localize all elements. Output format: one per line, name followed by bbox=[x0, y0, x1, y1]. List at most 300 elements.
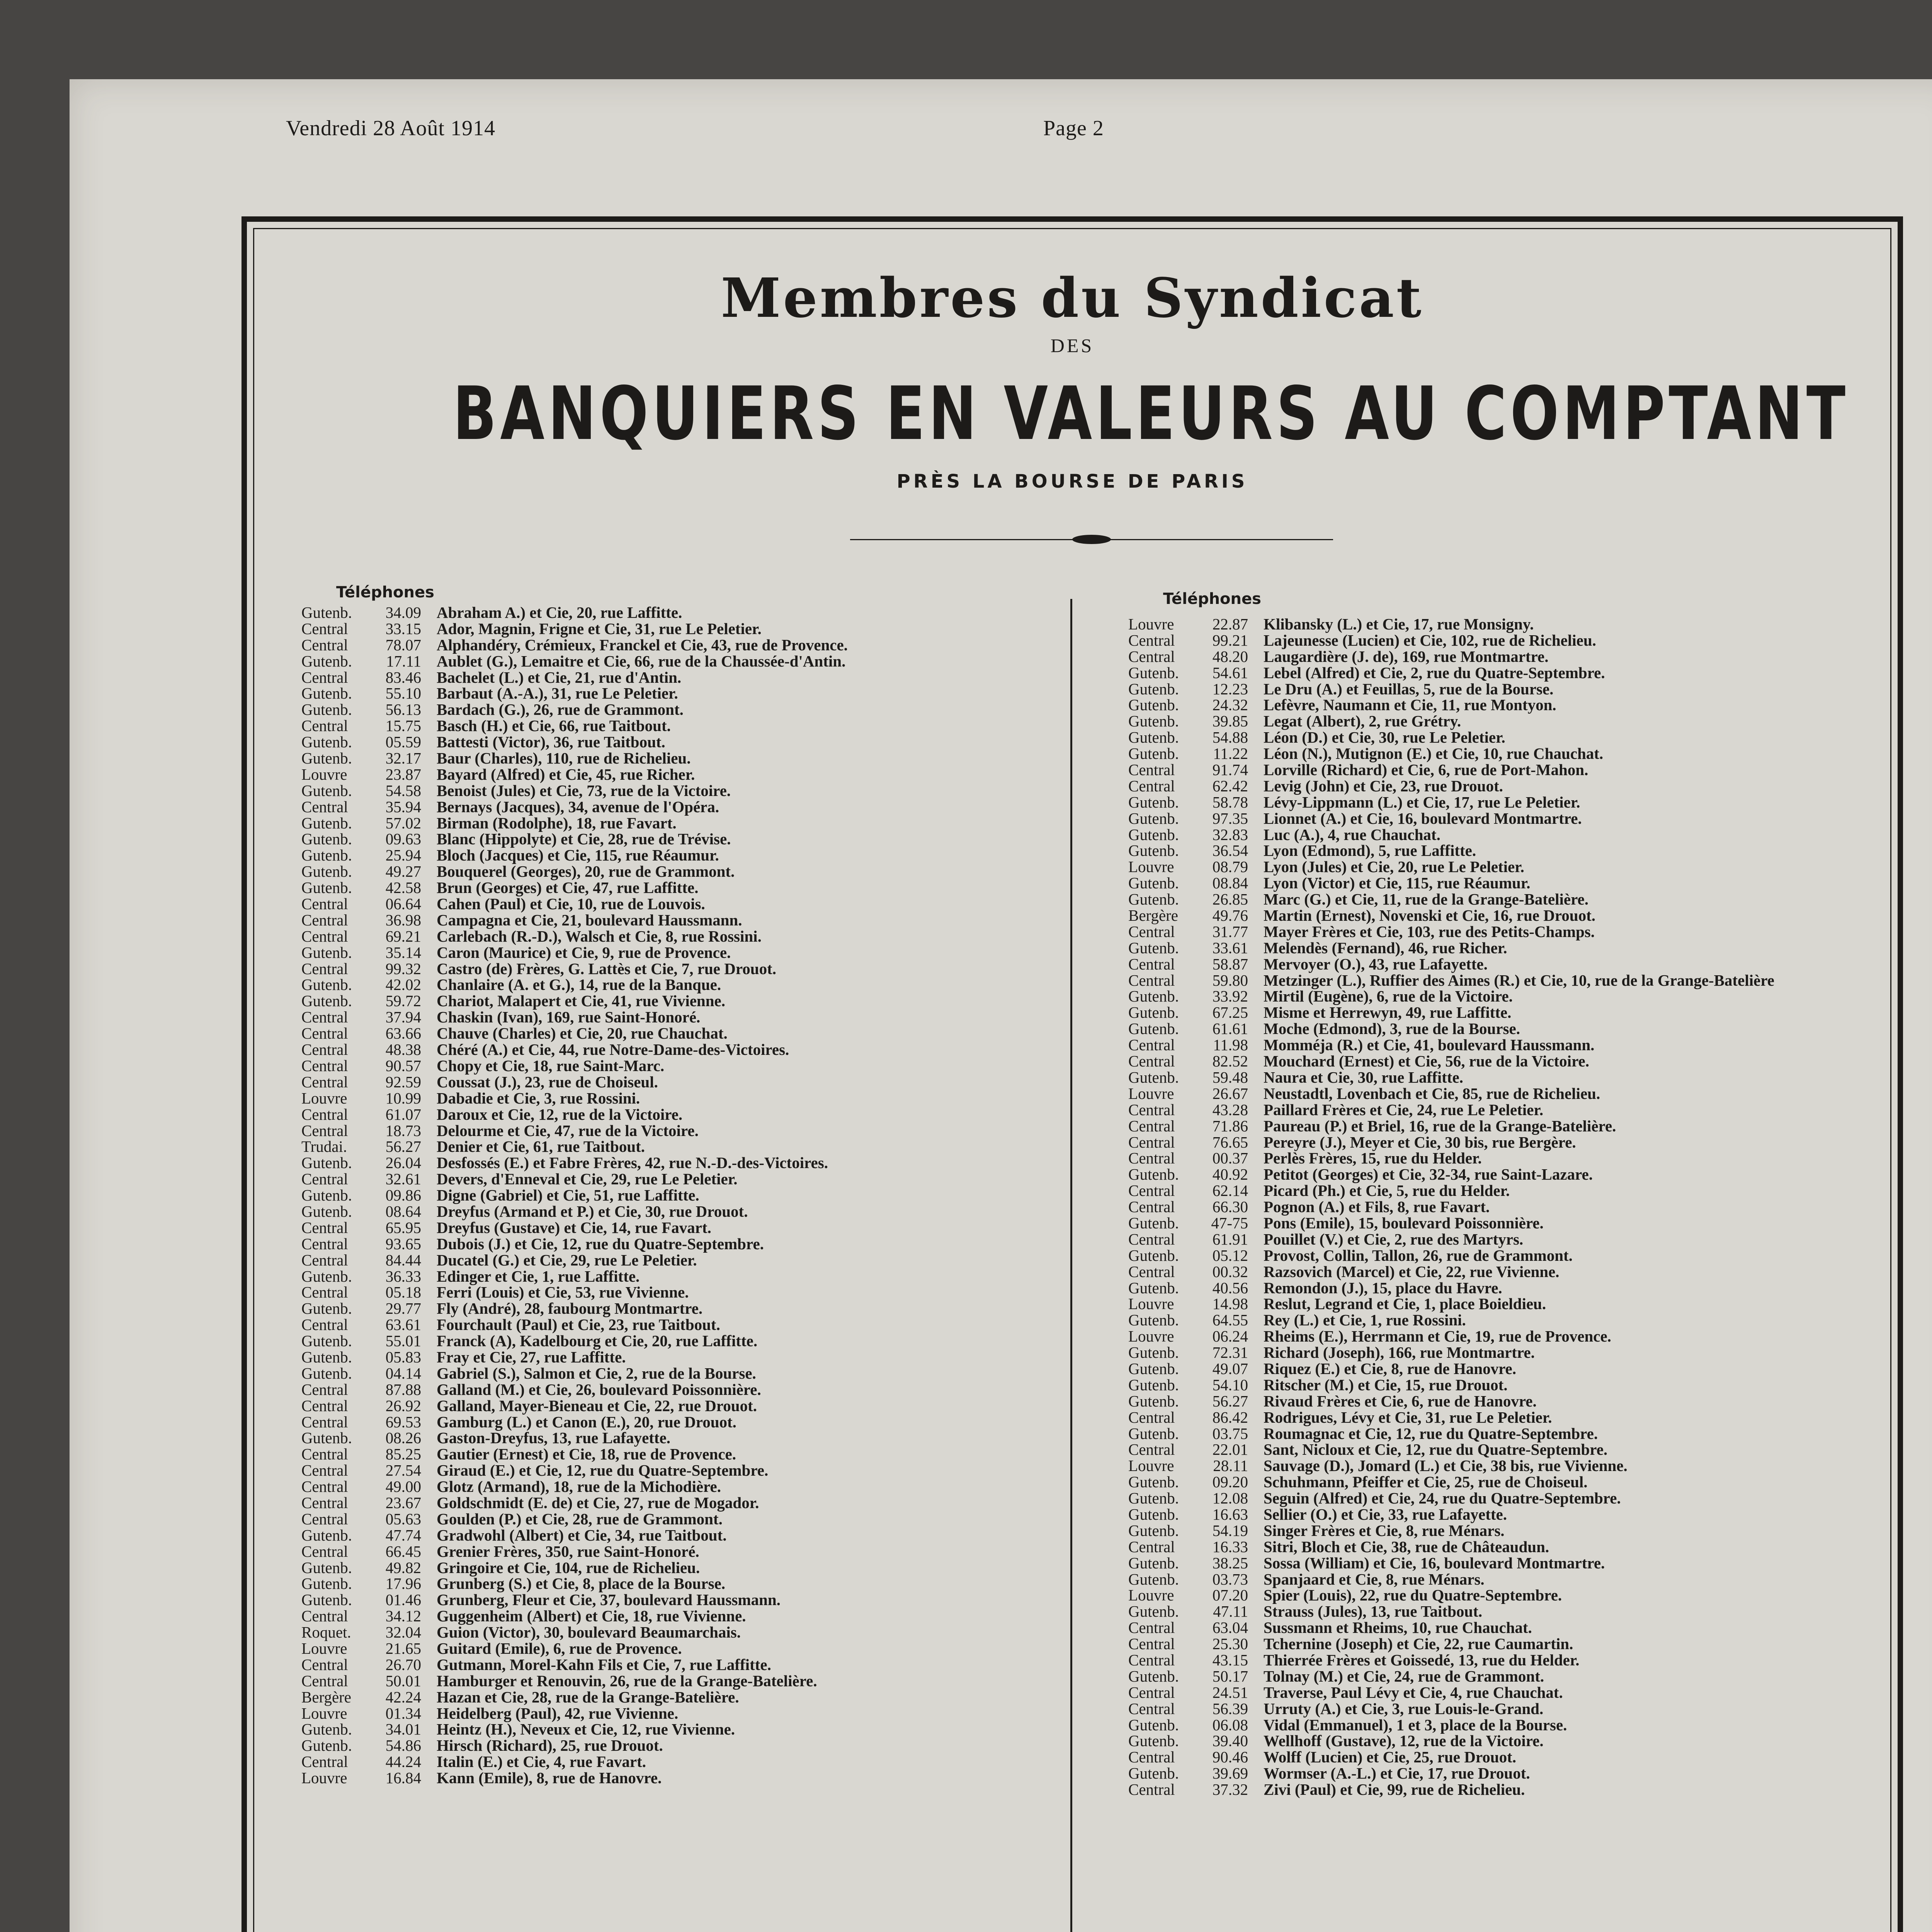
member-name: Carlebach (R.-D.), Walsch et Cie, 8, rue Rossini. bbox=[437, 927, 762, 945]
member-exchange: Central bbox=[1128, 1683, 1175, 1701]
member-phone-number: 34.12 bbox=[385, 1607, 421, 1625]
member-phone-number: 32.61 bbox=[385, 1170, 421, 1188]
member-name: Roumagnac et Cie, 12, rue du Quatre-Septembre. bbox=[1264, 1424, 1598, 1442]
member-name: Sussmann et Rheims, 10, rue Chauchat. bbox=[1264, 1619, 1532, 1637]
member-phone-number: 59.48 bbox=[1212, 1068, 1248, 1086]
member-name: Remondon (J.), 15, place du Havre. bbox=[1264, 1279, 1502, 1297]
member-phone-number: 33.15 bbox=[385, 619, 421, 638]
member-row bbox=[301, 605, 848, 621]
member-row bbox=[1128, 1458, 1774, 1474]
member-name: Aublet (G.), Lemaitre et Cie, 66, rue de la Chaussée-d'Antin. bbox=[437, 652, 846, 670]
member-name: Lyon (Edmond), 5, rue Laffitte. bbox=[1264, 842, 1476, 860]
member-phone-number: 05.12 bbox=[1212, 1246, 1248, 1264]
member-name: Lyon (Jules) et Cie, 20, rue Le Peletier. bbox=[1264, 858, 1524, 876]
member-exchange: Gutenb. bbox=[1128, 1376, 1179, 1394]
member-exchange: Central bbox=[1128, 1651, 1175, 1669]
member-name: Neustadtl, Lovenbach et Cie, 85, rue de Richelieu. bbox=[1264, 1084, 1600, 1102]
member-name: Rheims (E.), Herrmann et Cie, 19, rue de Provence. bbox=[1264, 1327, 1611, 1345]
member-phone-number: 35.94 bbox=[385, 798, 421, 816]
member-row bbox=[301, 1155, 848, 1171]
member-name: Delourme et Cie, 47, rue de la Victoire. bbox=[437, 1121, 699, 1139]
member-name: Gutmann, Morel-Kahn Fils et Cie, 7, rue Laffitte. bbox=[437, 1655, 771, 1673]
member-exchange: Central bbox=[301, 1283, 348, 1301]
member-phone-number: 55.01 bbox=[385, 1332, 421, 1350]
member-exchange: Gutenb. bbox=[1128, 1521, 1179, 1539]
member-phone-number: 32.17 bbox=[385, 749, 421, 767]
member-row bbox=[1128, 778, 1774, 794]
member-exchange: Central bbox=[301, 1607, 348, 1625]
member-name: Perlès Frères, 15, rue du Helder. bbox=[1264, 1149, 1482, 1167]
member-exchange: Central bbox=[1128, 1781, 1175, 1799]
member-name: Bloch (Jacques) et Cie, 115, rue Réaumur. bbox=[437, 846, 719, 864]
member-exchange: Bergère bbox=[301, 1688, 352, 1706]
member-row bbox=[1128, 1490, 1774, 1507]
member-exchange: Gutenb. bbox=[301, 1154, 352, 1172]
member-row bbox=[301, 1754, 848, 1770]
member-exchange: Gutenb. bbox=[1128, 1554, 1179, 1572]
member-row bbox=[301, 1511, 848, 1527]
member-row bbox=[1128, 681, 1774, 697]
member-phone-number: 07.20 bbox=[1212, 1586, 1248, 1604]
member-row bbox=[301, 1576, 848, 1592]
member-row bbox=[1128, 1685, 1774, 1701]
member-name: Denier et Cie, 61, rue Taitbout. bbox=[437, 1138, 645, 1156]
member-name: Ferri (Louis) et Cie, 53, rue Vivienne. bbox=[437, 1283, 689, 1301]
member-row bbox=[1128, 1377, 1774, 1393]
member-exchange: Gutenb. bbox=[1128, 1392, 1179, 1410]
member-phone-number: 63.61 bbox=[385, 1316, 421, 1334]
member-row bbox=[301, 1349, 848, 1366]
member-name: Chauve (Charles) et Cie, 20, rue Chauchat. bbox=[437, 1024, 728, 1043]
member-phone-number: 54.88 bbox=[1212, 728, 1248, 747]
member-row bbox=[301, 1026, 848, 1042]
member-name: Wellhoff (Gustave), 12, rue de la Victoire. bbox=[1264, 1732, 1544, 1750]
member-phone-number: 26.70 bbox=[385, 1655, 421, 1673]
member-row bbox=[301, 1252, 848, 1269]
member-row bbox=[1128, 1620, 1774, 1636]
member-name: Fourchault (Paul) et Cie, 23, rue Taitbout. bbox=[437, 1316, 720, 1334]
member-row bbox=[1128, 1652, 1774, 1668]
member-row bbox=[1128, 891, 1774, 908]
member-phone-number: 11.22 bbox=[1213, 745, 1248, 763]
member-exchange: Central bbox=[301, 1445, 348, 1463]
member-phone-number: 64.55 bbox=[1212, 1311, 1248, 1329]
member-phone-number: 43.15 bbox=[1212, 1651, 1248, 1669]
member-exchange: Gutenb. bbox=[1128, 1424, 1179, 1442]
member-name: Misme et Herrewyn, 49, rue Laffitte. bbox=[1264, 1003, 1512, 1022]
member-name: Hirsch (Richard), 25, rue Drouot. bbox=[437, 1736, 663, 1755]
member-row bbox=[1128, 827, 1774, 843]
member-name: Heidelberg (Paul), 42, rue Vivienne. bbox=[437, 1704, 679, 1722]
member-phone-number: 27.54 bbox=[385, 1461, 421, 1480]
member-row bbox=[1128, 1264, 1774, 1280]
member-row bbox=[301, 1641, 848, 1657]
member-phone-number: 08.26 bbox=[385, 1429, 421, 1447]
member-row bbox=[1128, 730, 1774, 746]
member-exchange: Gutenb. bbox=[1128, 1214, 1179, 1232]
member-exchange: Gutenb. bbox=[1128, 939, 1179, 957]
member-row bbox=[301, 685, 848, 702]
member-exchange: Louvre bbox=[301, 1089, 347, 1107]
member-row bbox=[1128, 908, 1774, 924]
member-phone-number: 78.07 bbox=[385, 636, 421, 654]
member-name: Sitri, Bloch et Cie, 38, rue de Châteaudun. bbox=[1264, 1537, 1549, 1556]
member-name: Gaston-Dreyfus, 13, rue Lafayette. bbox=[437, 1429, 671, 1447]
member-exchange: Gutenb. bbox=[1128, 1311, 1179, 1329]
member-phone-number: 06.64 bbox=[385, 895, 421, 913]
member-name: Vidal (Emmanuel), 1 et 3, place de la Bourse. bbox=[1264, 1716, 1567, 1734]
member-exchange: Gutenb. bbox=[1128, 1344, 1179, 1362]
member-name: Le Dru (A.) et Feuillas, 5, rue de la Bourse. bbox=[1264, 680, 1554, 698]
member-phone-number: 16.63 bbox=[1212, 1505, 1248, 1523]
member-exchange: Central bbox=[1128, 1198, 1175, 1216]
member-phone-number: 61.61 bbox=[1212, 1020, 1248, 1038]
member-phone-number: 44.24 bbox=[385, 1753, 421, 1771]
header-des: DES bbox=[1050, 335, 1094, 356]
member-row bbox=[1128, 988, 1774, 1005]
member-phone-number: 39.40 bbox=[1212, 1732, 1248, 1750]
member-exchange: Gutenb. bbox=[1128, 728, 1179, 747]
member-name: Legat (Albert), 2, rue Grétry. bbox=[1264, 712, 1461, 730]
member-exchange: Gutenb. bbox=[1128, 1732, 1179, 1750]
member-row bbox=[301, 831, 848, 847]
member-row bbox=[301, 1139, 848, 1155]
member-exchange: Central bbox=[301, 1461, 348, 1480]
member-exchange: Gutenb. bbox=[1128, 1489, 1179, 1507]
member-phone-number: 05.63 bbox=[385, 1510, 421, 1528]
member-exchange: Louvre bbox=[1128, 1327, 1174, 1345]
member-phone-number: 58.78 bbox=[1212, 793, 1248, 811]
member-exchange: Gutenb. bbox=[301, 1429, 352, 1447]
member-name: Laugardière (J. de), 169, rue Montmartre. bbox=[1264, 647, 1549, 665]
member-name: Mirtil (Eugène), 6, rue de la Victoire. bbox=[1264, 987, 1513, 1005]
member-name: Lionnet (A.) et Cie, 16, boulevard Montmartre. bbox=[1264, 809, 1582, 827]
member-phone-number: 58.87 bbox=[1212, 955, 1248, 973]
member-name: Desfossés (E.) et Fabre Frères, 42, rue N.-D.-des-Victoires. bbox=[437, 1154, 828, 1172]
member-row bbox=[1128, 1021, 1774, 1037]
member-name: Barbaut (A.-A.), 31, rue Le Peletier. bbox=[437, 684, 678, 702]
member-phone-number: 62.14 bbox=[1212, 1182, 1248, 1200]
member-phone-number: 26.85 bbox=[1212, 890, 1248, 908]
member-exchange: Gutenb. bbox=[1128, 890, 1179, 908]
member-exchange: Central bbox=[301, 1251, 348, 1269]
member-name: Rivaud Frères et Cie, 6, rue de Hanovre. bbox=[1264, 1392, 1537, 1410]
member-phone-number: 08.79 bbox=[1212, 858, 1248, 876]
member-exchange: Central bbox=[301, 959, 348, 978]
member-phone-number: 92.59 bbox=[385, 1073, 421, 1091]
member-exchange: Central bbox=[1128, 1699, 1175, 1718]
member-phone-number: 31.77 bbox=[1212, 922, 1248, 940]
member-phone-number: 03.73 bbox=[1212, 1570, 1248, 1588]
member-phone-number: 97.35 bbox=[1212, 809, 1248, 827]
member-exchange: Louvre bbox=[1128, 1586, 1174, 1604]
member-phone-number: 26.04 bbox=[385, 1154, 421, 1172]
member-exchange: Gutenb. bbox=[1128, 842, 1179, 860]
member-exchange: Louvre bbox=[1128, 1457, 1174, 1475]
member-name: Melendès (Fernand), 46, rue Richer. bbox=[1264, 939, 1507, 957]
member-name: Sauvage (D.), Jomard (L.) et Cie, 38 bis, rue Vivienne. bbox=[1264, 1457, 1628, 1475]
member-exchange: Central bbox=[301, 1510, 348, 1528]
member-phone-number: 39.85 bbox=[1212, 712, 1248, 730]
member-exchange: Central bbox=[301, 1008, 348, 1026]
member-row bbox=[1128, 973, 1774, 989]
member-exchange: Central bbox=[301, 1121, 348, 1139]
member-name: Dabadie et Cie, 3, rue Rossini. bbox=[437, 1089, 640, 1107]
member-exchange: Gutenb. bbox=[301, 830, 352, 848]
member-name: Dubois (J.) et Cie, 12, rue du Quatre-Septembre. bbox=[437, 1235, 764, 1253]
member-row bbox=[1128, 1668, 1774, 1685]
member-phone-number: 99.21 bbox=[1212, 631, 1248, 649]
member-name: Marc (G.) et Cie, 11, rue de la Grange-Batelière. bbox=[1264, 890, 1589, 908]
member-name: Sant, Nicloux et Cie, 12, rue du Quatre-Septembre. bbox=[1264, 1440, 1608, 1459]
member-row bbox=[301, 1706, 848, 1722]
member-row bbox=[301, 718, 848, 734]
member-exchange: Gutenb. bbox=[301, 1267, 352, 1285]
member-exchange: Gutenb. bbox=[301, 1364, 352, 1382]
member-exchange: Gutenb. bbox=[301, 1591, 352, 1609]
telephones-label-left: Téléphones bbox=[336, 583, 434, 601]
member-row bbox=[1128, 1474, 1774, 1490]
member-exchange: Central bbox=[1128, 1440, 1175, 1459]
member-name: Klibansky (L.) et Cie, 17, rue Monsigny. bbox=[1264, 615, 1534, 633]
member-phone-number: 25.94 bbox=[385, 846, 421, 864]
member-row bbox=[1128, 1118, 1774, 1134]
member-phone-number: 54.19 bbox=[1212, 1521, 1248, 1539]
member-phone-number: 86.42 bbox=[1212, 1408, 1248, 1426]
member-row bbox=[301, 929, 848, 945]
member-row bbox=[301, 896, 848, 912]
member-row bbox=[1128, 1345, 1774, 1361]
member-row bbox=[1128, 1086, 1774, 1102]
member-row bbox=[301, 1107, 848, 1123]
member-name: Brun (Georges) et Cie, 47, rue Laffitte. bbox=[437, 879, 699, 897]
member-exchange: Gutenb. bbox=[301, 846, 352, 864]
member-row bbox=[1128, 1183, 1774, 1199]
member-name: Lorville (Richard) et Cie, 6, rue de Port-Mahon. bbox=[1264, 761, 1588, 779]
member-row bbox=[1128, 633, 1774, 649]
member-row bbox=[1128, 1765, 1774, 1782]
member-exchange: Louvre bbox=[1128, 858, 1174, 876]
member-exchange: Louvre bbox=[301, 1639, 347, 1657]
member-phone-number: 12.23 bbox=[1212, 680, 1248, 698]
member-row bbox=[301, 1236, 848, 1252]
member-row bbox=[1128, 1328, 1774, 1345]
member-exchange: Gutenb. bbox=[301, 943, 352, 961]
member-row bbox=[1128, 940, 1774, 956]
member-row bbox=[1128, 1248, 1774, 1264]
member-row bbox=[1128, 1134, 1774, 1151]
member-exchange: Central bbox=[1128, 1748, 1175, 1766]
member-phone-number: 63.04 bbox=[1212, 1619, 1248, 1637]
member-name: Pons (Emile), 15, boulevard Poissonnière. bbox=[1264, 1214, 1544, 1232]
member-phone-number: 33.61 bbox=[1212, 939, 1248, 957]
member-name: Grunberg, Fleur et Cie, 37, boulevard Haussmann. bbox=[437, 1591, 781, 1609]
member-row bbox=[301, 1284, 848, 1301]
member-name: Gradwohl (Albert) et Cie, 34, rue Taitbout. bbox=[437, 1526, 727, 1544]
member-name: Caron (Maurice) et Cie, 9, rue de Provence. bbox=[437, 943, 731, 961]
member-name: Alphandéry, Crémieux, Franckel et Cie, 43, rue de Provence. bbox=[437, 636, 848, 654]
member-phone-number: 32.83 bbox=[1212, 825, 1248, 844]
member-row bbox=[301, 1689, 848, 1706]
member-exchange: Central bbox=[1128, 1262, 1175, 1281]
member-name: Razsovich (Marcel) et Cie, 22, rue Vivienne. bbox=[1264, 1262, 1560, 1281]
member-phone-number: 00.32 bbox=[1212, 1262, 1248, 1281]
member-row bbox=[301, 880, 848, 896]
member-name: Paillard Frères et Cie, 24, rue Le Peletier. bbox=[1264, 1100, 1544, 1119]
member-name: Gautier (Ernest) et Cie, 18, rue de Provence. bbox=[437, 1445, 736, 1463]
member-phone-number: 01.34 bbox=[385, 1704, 421, 1722]
member-exchange: Central bbox=[1128, 761, 1175, 779]
member-exchange: Gutenb. bbox=[301, 1348, 352, 1366]
member-name: Devers, d'Enneval et Cie, 29, rue Le Peletier. bbox=[437, 1170, 738, 1188]
member-name: Reslut, Legrand et Cie, 1, place Boieldieu. bbox=[1264, 1295, 1546, 1313]
member-exchange: Central bbox=[301, 1542, 348, 1560]
member-phone-number: 67.25 bbox=[1212, 1003, 1248, 1022]
member-phone-number: 42.58 bbox=[385, 879, 421, 897]
member-exchange: Gutenb. bbox=[1128, 1716, 1179, 1734]
member-exchange: Gutenb. bbox=[1128, 1570, 1179, 1588]
member-exchange: Central bbox=[301, 619, 348, 638]
member-exchange: Central bbox=[301, 1493, 348, 1512]
member-name: Pereyre (J.), Meyer et Cie, 30 bis, rue Bergère. bbox=[1264, 1133, 1576, 1151]
member-exchange: Gutenb. bbox=[301, 684, 352, 702]
member-phone-number: 36.33 bbox=[385, 1267, 421, 1285]
member-row bbox=[1128, 1037, 1774, 1053]
member-exchange: Gutenb. bbox=[301, 749, 352, 767]
member-name: Mervoyer (O.), 43, rue Lafayette. bbox=[1264, 955, 1488, 973]
member-row bbox=[301, 1495, 848, 1511]
member-phone-number: 91.74 bbox=[1212, 761, 1248, 779]
member-exchange: Central bbox=[301, 717, 348, 735]
member-row bbox=[301, 1123, 848, 1139]
member-exchange: Gutenb. bbox=[301, 879, 352, 897]
member-row bbox=[1128, 1167, 1774, 1183]
member-row bbox=[301, 1269, 848, 1285]
member-row bbox=[1128, 1587, 1774, 1604]
member-phone-number: 49.76 bbox=[1212, 906, 1248, 925]
member-phone-number: 26.67 bbox=[1212, 1084, 1248, 1102]
member-row bbox=[1128, 859, 1774, 875]
header-pres: PRÈS LA BOURSE DE PARIS bbox=[896, 471, 1248, 492]
member-row bbox=[301, 734, 848, 750]
member-row bbox=[1128, 1604, 1774, 1620]
member-phone-number: 50.17 bbox=[1212, 1667, 1248, 1685]
member-name: Campagna et Cie, 21, boulevard Haussmann. bbox=[437, 911, 742, 929]
member-row bbox=[301, 1366, 848, 1382]
member-exchange: Louvre bbox=[301, 1769, 347, 1787]
member-phone-number: 33.92 bbox=[1212, 987, 1248, 1005]
member-exchange: Gutenb. bbox=[301, 1186, 352, 1204]
members-left-column bbox=[301, 605, 848, 1786]
member-name: Chanlaire (A. et G.), 14, rue de la Banque. bbox=[437, 976, 721, 994]
member-row bbox=[1128, 713, 1774, 730]
member-name: Tchernine (Joseph) et Cie, 22, rue Caumartin. bbox=[1264, 1635, 1573, 1653]
member-phone-number: 76.65 bbox=[1212, 1133, 1248, 1151]
member-row bbox=[1128, 1426, 1774, 1442]
member-exchange: Trudai. bbox=[301, 1138, 347, 1156]
member-phone-number: 48.38 bbox=[385, 1041, 421, 1059]
member-name: Gringoire et Cie, 104, rue de Richelieu. bbox=[437, 1558, 700, 1577]
member-phone-number: 05.83 bbox=[385, 1348, 421, 1366]
member-row bbox=[301, 1738, 848, 1754]
member-phone-number: 56.27 bbox=[385, 1138, 421, 1156]
member-row bbox=[301, 1560, 848, 1576]
header-membres: Membres du Syndicat bbox=[721, 267, 1424, 330]
member-phone-number: 24.32 bbox=[1212, 696, 1248, 714]
member-row bbox=[301, 1090, 848, 1107]
member-name: Richard (Joseph), 166, rue Montmartre. bbox=[1264, 1344, 1535, 1362]
member-phone-number: 47.74 bbox=[385, 1526, 421, 1544]
member-phone-number: 17.96 bbox=[385, 1575, 421, 1593]
member-phone-number: 49.07 bbox=[1212, 1359, 1248, 1378]
member-name: Hazan et Cie, 28, rue de la Grange-Batelière. bbox=[437, 1688, 739, 1706]
member-name: Galland (M.) et Cie, 26, boulevard Poissonnière. bbox=[437, 1380, 761, 1398]
member-row bbox=[1128, 649, 1774, 665]
member-phone-number: 50.01 bbox=[385, 1672, 421, 1690]
member-row bbox=[1128, 1749, 1774, 1765]
member-row bbox=[301, 799, 848, 815]
member-row bbox=[1128, 1231, 1774, 1248]
telephones-label-right: Téléphones bbox=[1163, 590, 1261, 608]
member-phone-number: 22.87 bbox=[1212, 615, 1248, 633]
member-phone-number: 54.61 bbox=[1212, 663, 1248, 682]
member-name: Edinger et Cie, 1, rue Laffitte. bbox=[437, 1267, 640, 1285]
member-exchange: Gutenb. bbox=[301, 976, 352, 994]
member-row bbox=[301, 993, 848, 1009]
member-phone-number: 22.01 bbox=[1212, 1440, 1248, 1459]
member-row bbox=[301, 1463, 848, 1479]
member-name: Léon (N.), Mutignon (E.) et Cie, 10, rue Chauchat. bbox=[1264, 745, 1604, 763]
member-exchange: Central bbox=[301, 1655, 348, 1673]
member-name: Bernays (Jacques), 34, avenue de l'Opéra. bbox=[437, 798, 719, 816]
member-name: Lévy-Lippmann (L.) et Cie, 17, rue Le Peletier. bbox=[1264, 793, 1580, 811]
member-exchange: Central bbox=[1128, 647, 1175, 665]
member-phone-number: 59.80 bbox=[1212, 971, 1248, 989]
member-phone-number: 59.72 bbox=[385, 992, 421, 1010]
member-phone-number: 54.86 bbox=[385, 1736, 421, 1755]
member-phone-number: 90.57 bbox=[385, 1056, 421, 1075]
member-row bbox=[301, 1301, 848, 1317]
member-exchange: Gutenb. bbox=[1128, 696, 1179, 714]
member-name: Lebel (Alfred) et Cie, 2, rue du Quatre-Septembre. bbox=[1264, 663, 1605, 682]
page-number: Page 2 bbox=[1043, 116, 1104, 140]
member-phone-number: 37.94 bbox=[385, 1008, 421, 1026]
member-row bbox=[301, 1721, 848, 1738]
member-row bbox=[1128, 1361, 1774, 1377]
member-name: Coussat (J.), 23, rue de Choiseul. bbox=[437, 1073, 658, 1091]
member-phone-number: 18.73 bbox=[385, 1121, 421, 1139]
member-exchange: Central bbox=[301, 1056, 348, 1075]
member-name: Léon (D.) et Cie, 30, rue Le Peletier. bbox=[1264, 728, 1505, 747]
member-phone-number: 49.27 bbox=[385, 862, 421, 881]
member-exchange: Louvre bbox=[301, 765, 347, 783]
member-row bbox=[301, 1009, 848, 1026]
member-exchange: Central bbox=[1128, 777, 1175, 795]
member-phone-number: 26.92 bbox=[385, 1396, 421, 1415]
member-name: Petitot (Georges) et Cie, 32-34, rue Saint-Lazare. bbox=[1264, 1165, 1593, 1184]
member-exchange: Gutenb. bbox=[1128, 1068, 1179, 1086]
member-row bbox=[301, 1333, 848, 1349]
ornament-rule bbox=[850, 537, 1333, 543]
member-phone-number: 38.25 bbox=[1212, 1554, 1248, 1572]
member-name: Moche (Edmond), 3, rue de la Bourse. bbox=[1264, 1020, 1520, 1038]
member-exchange: Gutenb. bbox=[301, 1736, 352, 1755]
member-phone-number: 16.33 bbox=[1212, 1537, 1248, 1556]
member-exchange: Gutenb. bbox=[301, 1526, 352, 1544]
member-exchange: Central bbox=[1128, 1100, 1175, 1119]
member-exchange: Central bbox=[301, 911, 348, 929]
member-row bbox=[1128, 1717, 1774, 1733]
